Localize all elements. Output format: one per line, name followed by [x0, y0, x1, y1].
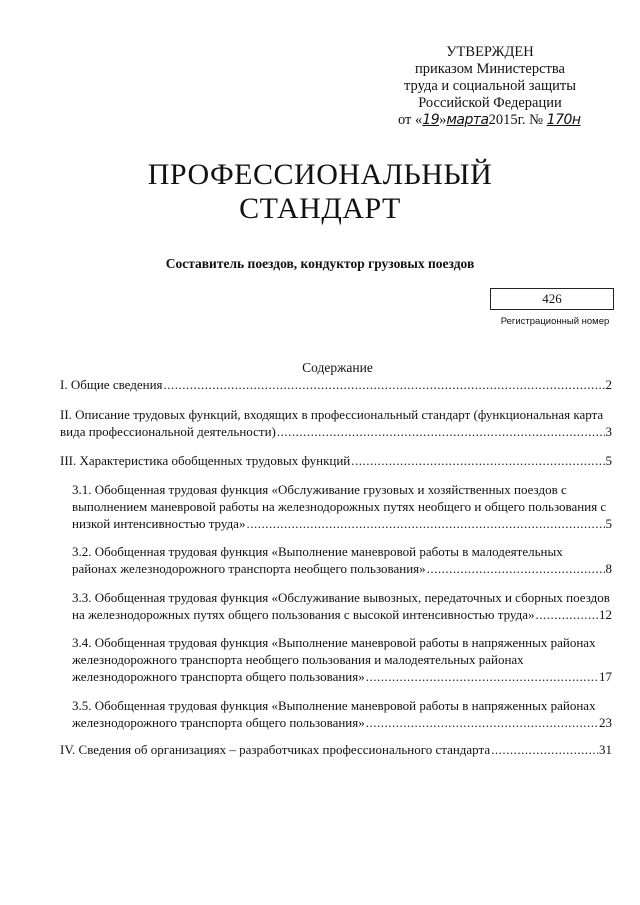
toc-entry-page: 12	[599, 607, 612, 622]
toc-entry-text: II. Описание трудовых функций, входящих в профессиональный стандарт (функциональная карта	[60, 407, 604, 422]
toc-leader-dots	[164, 376, 605, 393]
approval-line-2: труда и социальной защиты	[404, 78, 576, 94]
toc-entry-text-last: железнодорожного транспорта общего пользования»	[72, 669, 365, 684]
toc-entry-page: 31	[599, 742, 612, 757]
date-prefix: от «	[398, 112, 423, 128]
toc-leader-dots	[366, 714, 598, 731]
toc-entry-text: I. Общие сведения	[60, 377, 163, 392]
toc-entry	[60, 376, 612, 393]
toc-leader-dots	[351, 452, 604, 469]
toc-entry-text: 3.3. Обобщенная трудовая функция «Обслуживание вывозных, передаточных и сборных поездов	[72, 590, 610, 605]
toc-entry-text-last: низкой интенсивностью труда»	[72, 516, 246, 531]
toc-entry	[72, 697, 612, 731]
date-separator: »	[439, 112, 447, 128]
toc-entry-page: 5	[605, 453, 612, 468]
toc-heading: Содержание	[302, 360, 373, 375]
toc-entry-page: 8	[605, 561, 612, 576]
standard-name: Составитель поездов, кондуктор грузовых поездов	[165, 256, 475, 271]
toc-entry-text-last: вида профессиональной деятельности)	[60, 424, 276, 439]
toc-entry-page: 23	[599, 715, 612, 730]
toc-entry-text-last: на железнодорожных путях общего пользования с высокой интенсивностью труда»	[72, 607, 535, 622]
registration-number-box	[490, 288, 614, 310]
approval-line-1: приказом Министерства	[415, 61, 565, 77]
toc-entry-text-last: железнодорожного транспорта общего пользования»	[72, 715, 365, 730]
toc-leader-dots	[246, 515, 604, 532]
toc-entry-text: IV. Сведения об организациях – разработчиках профессионального стандарта	[60, 742, 491, 757]
toc-entry	[72, 481, 612, 532]
approved-word: УТВЕРЖДЕН	[446, 44, 534, 60]
toc-entry	[60, 741, 612, 758]
toc-leader-dots	[277, 423, 605, 440]
order-number-handwritten: 170н	[546, 112, 581, 128]
approval-line-3: Российской Федерации	[418, 95, 562, 111]
toc-leader-dots	[535, 606, 598, 623]
toc-leader-dots	[491, 741, 598, 758]
toc-entry-text: 3.2. Обобщенная трудовая функция «Выполнение маневровой работы в малодеятельных	[72, 544, 563, 559]
toc-entry-text: 3.5. Обобщенная трудовая функция «Выполнение маневровой работы в напряженных районах	[72, 698, 596, 713]
registration-number-label: Регистрационный номер	[500, 316, 610, 327]
approval-date-line	[370, 112, 610, 129]
toc-entry-page: 2	[605, 377, 612, 392]
toc-entry	[60, 406, 612, 440]
date-month-handwritten: марта	[446, 112, 489, 128]
toc-entry	[72, 543, 612, 577]
date-year: 2015г. №	[488, 112, 544, 128]
toc-leader-dots	[427, 560, 605, 577]
toc-entry-text: III. Характеристика обобщенных трудовых функций	[60, 453, 351, 468]
approval-stamp	[370, 44, 610, 129]
toc-leader-dots	[366, 668, 598, 685]
toc-entry-page: 3	[605, 424, 612, 439]
document-title-line-2: СТАНДАРТ	[239, 192, 401, 225]
toc-entry-page: 5	[605, 516, 612, 531]
toc-entry-text-last: районах железнодорожного транспорта необщего пользования»	[72, 561, 426, 576]
toc-entry-page: 17	[599, 669, 612, 684]
toc-entry	[72, 589, 612, 623]
toc-entry	[72, 634, 612, 685]
registration-number: 426	[542, 291, 562, 306]
toc-entry	[60, 452, 612, 469]
toc-entry-text: 3.4. Обобщенная трудовая функция «Выполнение маневровой работы в напряженных районах железнодорожного транспорта необщего пользования и малодеятельных районах	[72, 635, 596, 667]
date-day-handwritten: 19	[422, 112, 440, 128]
toc-entry-text: 3.1. Обобщенная трудовая функция «Обслуживание грузовых и хозяйственных поездов с выполнением маневровой работы на железнодорожных путях необщего и общего пользования с	[72, 482, 607, 514]
document-title-line-1: ПРОФЕССИОНАЛЬНЫЙ	[147, 158, 493, 191]
